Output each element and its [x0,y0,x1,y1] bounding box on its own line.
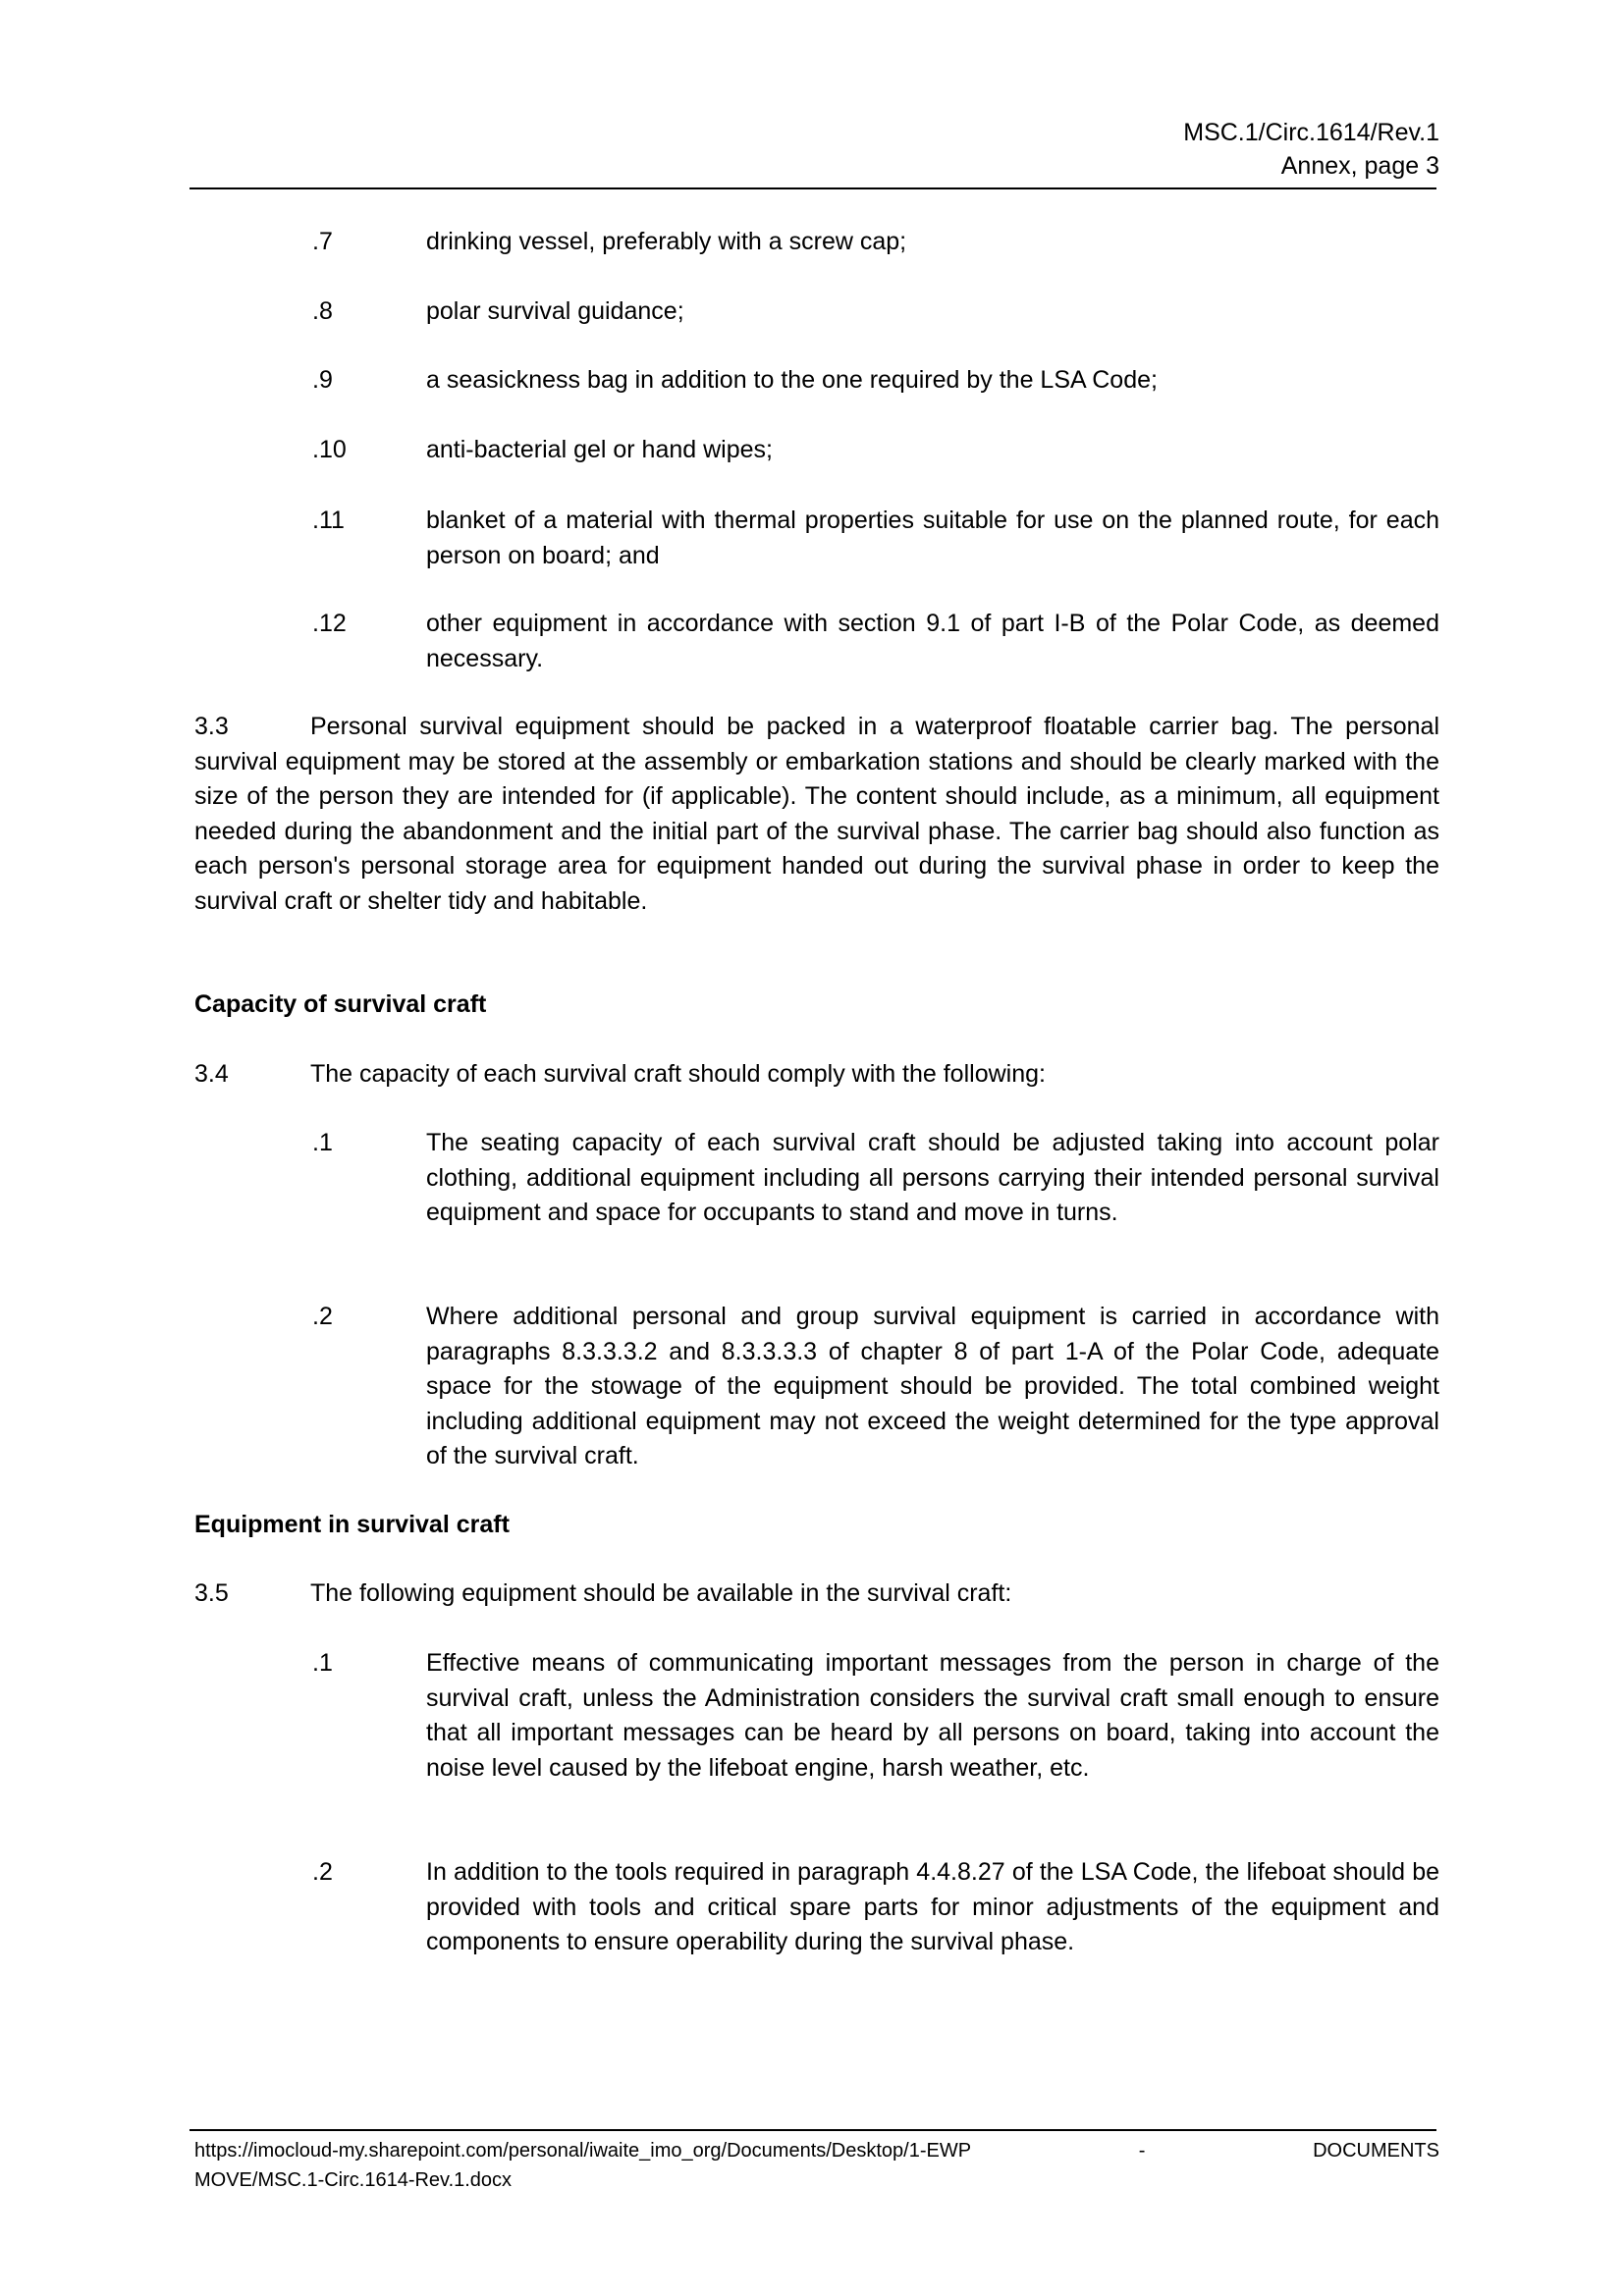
item-number: .1 [312,1129,333,1156]
footer-separator: - [1138,2140,1146,2162]
page-footer [194,2136,1439,2195]
section-heading-equipment: Equipment in survival craft [194,1511,510,1538]
footer-rule [189,2129,1436,2131]
item-text: The seating capacity of each survival craft should be adjusted taking into account polar clothing, additional equipment including all persons carrying their intended personal survival equipment and space for occupants to stand and move in turns. [426,1129,1439,1226]
item-text: In addition to the tools required in paragraph 4.4.8.27 of the LSA Code, the lifeboat should be provided with tools and critical spare parts for minor adjustments of the equipment and components to ensure operability during the survival phase. [426,1858,1439,1955]
footer-path-part2: DOCUMENTS [1313,2140,1439,2162]
paragraph-3-4 [194,1057,1439,1093]
paragraph-text: The capacity of each survival craft should comply with the following: [310,1060,1046,1088]
paragraph-3-5 [194,1576,1439,1612]
item-text: other equipment in accordance with section 9.1 of part I-B of the Polar Code, as deemed necessary. [426,610,1439,672]
document-reference: MSC.1/Circ.1614/Rev.1 [1183,119,1439,146]
item-text: a seasickness bag in addition to the one required by the LSA Code; [426,366,1158,394]
item-text: Where additional personal and group survival equipment is carried in accordance with paragraphs 8.3.3.3.2 and 8.3.3.3.3 of chapter 8 of part 1-A of the Polar Code, adequate space for the stowage of the equipment should be provided. The total combined weight including additional equipment may not exceed the weight determined for the type approval of the survival craft. [426,1303,1439,1469]
item-text: drinking vessel, preferably with a screw cap; [426,228,907,255]
paragraph-number: 3.4 [194,1060,229,1088]
item-number: .11 [312,507,345,534]
header-rule [189,187,1436,189]
section-heading-capacity: Capacity of survival craft [194,990,487,1018]
paragraph-number: 3.5 [194,1579,229,1607]
paragraph-3-3 [194,710,1439,919]
item-number: .12 [312,610,347,637]
paragraph-text: The following equipment should be available in the survival craft: [310,1579,1012,1607]
item-number: .1 [312,1649,333,1677]
item-number: .2 [312,1303,333,1330]
paragraph-number: 3.3 [194,713,229,740]
page-header [192,116,1439,183]
item-number: .8 [312,297,333,325]
item-text: blanket of a material with thermal properties suitable for use on the planned route, for each person on board; and [426,507,1439,569]
item-number: .7 [312,228,333,255]
footer-path-line2: MOVE/MSC.1-Circ.1614-Rev.1.docx [194,2169,513,2191]
item-number: .9 [312,366,333,394]
item-number: .2 [312,1858,333,1886]
item-number: .10 [312,436,347,463]
page-label: Annex, page 3 [1280,152,1439,180]
item-text: polar survival guidance; [426,297,684,325]
paragraph-text: Personal survival equipment should be packed in a waterproof floatable carrier bag. The personal survival equipment may be stored at the assembly or embarkation stations and should be clearly marked with the size of the person they are intended for (if applicable). The content should include, as a minimum, all equipment needed during the abandonment and the initial part of the survival phase. The carrier bag should also function as each person's personal storage area for equipment handed out during the survival phase in order to keep the survival craft or shelter tidy and habitable. [194,713,1439,915]
item-text: Effective means of communicating important messages from the person in charge of the survival craft, unless the Administration considers the survival craft small enough to ensure that all important messages can be heard by all persons on board, taking into account the noise level caused by the lifeboat engine, harsh weather, etc. [426,1649,1439,1782]
item-text: anti-bacterial gel or hand wipes; [426,436,773,463]
footer-path-part1: https://imocloud-my.sharepoint.com/personal/iwaite_imo_org/Documents/Desktop/1-EWP [194,2140,972,2162]
